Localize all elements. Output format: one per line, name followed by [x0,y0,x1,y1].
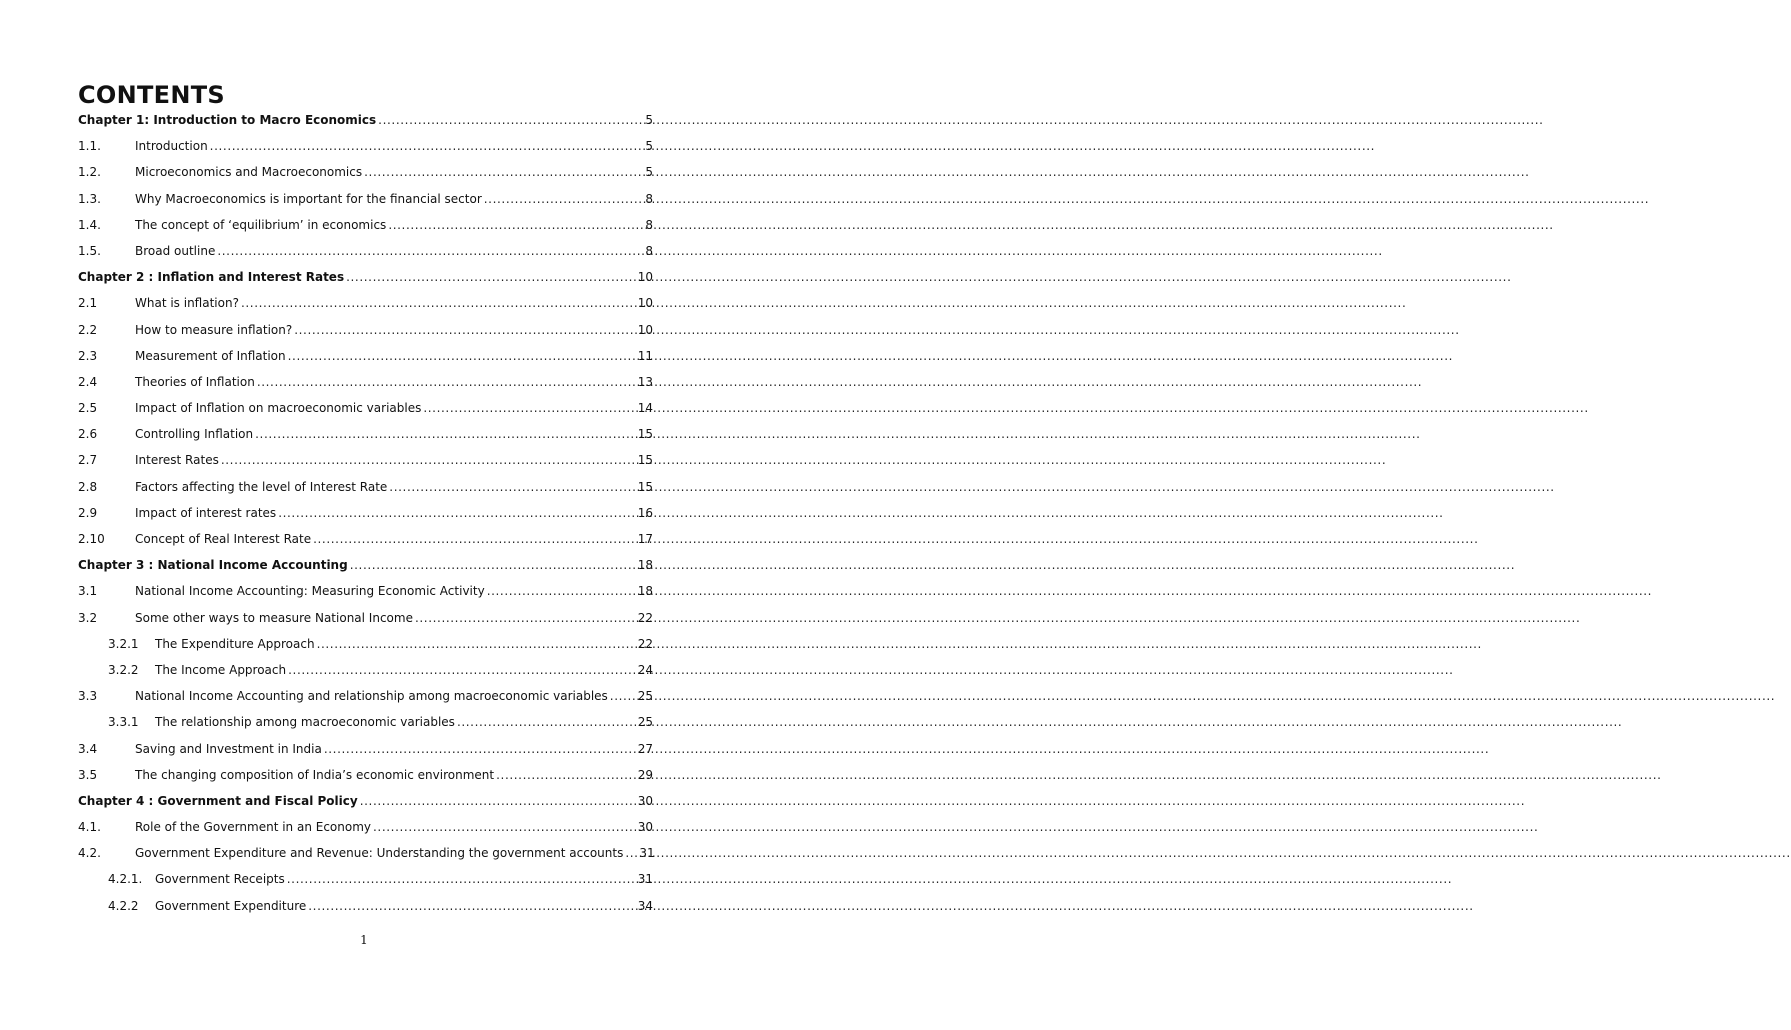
entry-title: Impact of interest rates [135,505,277,520]
entry-title: What is inflation? [135,296,239,311]
toc-entry[interactable] [78,636,653,662]
entry-number: 2.5 [78,401,98,416]
dot-leader [294,322,636,338]
entry-title: Impact of Inflation on macroeconomic variables [135,401,422,416]
toc-entry[interactable] [78,348,653,374]
entry-page-number: 27 [637,741,653,756]
entry-page-number: 8 [645,191,653,206]
dot-leader [346,269,636,285]
entry-title: Some other ways to measure National Income [135,610,413,625]
toc-entry[interactable] [78,164,653,190]
entry-number: 3.1 [78,584,98,599]
toc-entry[interactable] [78,322,653,348]
dot-leader [360,793,636,809]
entry-page-number: 25 [637,689,653,704]
entry-page-number: 11 [637,348,653,363]
entry-title: Chapter 2 : Inflation and Interest Rates [78,270,345,285]
entry-number: 3.2.2 [108,662,139,677]
dot-leader [288,662,636,678]
entry-number: 2.3 [78,348,98,363]
entry-page-number: 24 [637,662,653,677]
entry-title: Why Macroeconomics is important for the financial sector [135,191,482,206]
toc-entry[interactable] [78,662,653,688]
entry-title: Saving and Investment in India [135,741,322,756]
dot-leader [221,452,636,468]
entry-title: How to measure inflation? [135,322,293,337]
dot-leader [217,243,643,259]
toc-entry[interactable] [78,767,653,793]
toc-entry[interactable] [78,583,653,609]
entry-page-number: 14 [637,401,653,416]
toc-entry[interactable] [78,400,653,426]
dot-leader [625,845,637,861]
entry-number: 2.8 [78,479,98,494]
toc-entry[interactable] [78,138,653,164]
entry-page-number: 18 [637,584,653,599]
entry-number: 2.1 [78,296,98,311]
entry-title: The Expenditure Approach [155,636,315,651]
dot-leader [313,531,636,547]
dot-leader [255,426,636,442]
dot-leader [373,819,636,835]
toc-entry[interactable] [78,610,653,636]
entry-title: Broad outline [135,243,216,258]
entry-page-number: 5 [645,165,653,180]
entry-number: 3.2.1 [108,636,139,651]
dot-leader [210,138,644,154]
entry-number: 2.4 [78,374,98,389]
entry-page-number: 10 [637,296,653,311]
entry-number: 3.3 [78,689,98,704]
entry-number: 1.3. [78,191,101,206]
entry-page-number: 30 [637,820,653,835]
entry-title: Introduction [135,139,208,154]
dot-leader [423,400,635,416]
entry-title: The relationship among macroeconomic variables [155,715,455,730]
toc-chapter-entry[interactable] [78,269,653,295]
entry-page-number: 5 [645,113,653,127]
toc-entry[interactable] [78,217,653,243]
entry-title: Concept of Real Interest Rate [135,532,312,546]
entry-page-number: 13 [637,374,653,389]
entry-page-number: 34 [637,898,653,913]
entry-number: 1.4. [78,217,101,232]
toc-entry[interactable] [78,295,653,321]
entry-page-number: 17 [637,532,653,546]
entry-page-number: 22 [637,636,653,651]
page-title: CONTENTS [78,81,226,109]
entry-number: 3.4 [78,741,98,756]
entry-number: 2.9 [78,505,98,520]
entry-title: The changing composition of India’s economic environment [135,767,495,782]
entry-title: Government Receipts [155,872,285,887]
dot-leader [287,871,636,887]
toc-entry[interactable] [78,845,653,871]
entry-page-number: 15 [637,479,653,494]
dot-leader [457,714,636,730]
entry-number: 2.6 [78,427,98,442]
entry-page-number: 8 [645,217,653,232]
entry-number: 1.2. [78,165,101,180]
entry-title: Controlling Inflation [135,427,254,442]
entry-title: The Income Approach [155,662,287,677]
dot-leader [487,583,636,599]
entry-page-number: 30 [637,793,653,808]
entry-page-number: 5 [645,139,653,154]
toc-entry[interactable] [78,688,653,714]
entry-page-number: 10 [637,322,653,337]
entry-number: 2.7 [78,453,98,468]
toc-chapter-entry[interactable] [78,793,653,819]
toc-chapter-entry[interactable] [78,557,653,583]
entry-page-number: 8 [645,243,653,258]
entry-title: The concept of ‘equilibrium’ in economics [135,217,387,232]
entry-number: 1.5. [78,243,101,258]
entry-page-number: 15 [637,453,653,468]
entry-number: 3.2 [78,610,98,625]
dot-leader [496,767,636,783]
page-number: 1 [360,933,368,947]
entry-title: Government Expenditure [155,898,307,913]
entry-title: Government Expenditure and Revenue: Understanding the government accounts [135,846,624,861]
entry-title: Role of the Government in an Economy [135,820,371,835]
toc-entry[interactable] [78,452,653,478]
toc-entry[interactable] [78,714,653,740]
toc-entry[interactable] [78,191,653,217]
dot-leader [257,374,636,390]
entry-number: 3.3.1 [108,715,139,730]
dot-leader [378,112,643,128]
entry-number: 4.2.1. [108,872,143,887]
toc-entry[interactable] [78,531,653,557]
entry-page-number: 15 [637,427,653,442]
entry-page-number: 31 [639,846,655,861]
entry-title: Microeconomics and Macroeconomics [135,165,363,180]
entry-number: 4.2. [78,846,101,861]
toc-entry[interactable] [78,426,653,452]
toc-entry[interactable] [78,479,653,505]
toc-entry[interactable] [78,374,653,400]
dot-leader [241,295,636,311]
toc-entry[interactable] [78,505,653,531]
entry-title: Factors affecting the level of Interest Rate [135,479,388,494]
dot-leader [317,636,636,652]
entry-number: 1.1. [78,139,101,154]
entry-number: 2.10 [78,532,105,546]
dot-leader [415,610,636,626]
entry-title: Chapter 3 : National Income Accounting [78,558,348,573]
toc-entry[interactable] [78,741,653,767]
toc-entry[interactable] [78,819,653,845]
dot-leader [388,217,643,233]
toc-entry[interactable] [78,898,653,924]
entry-title: National Income Accounting and relationship among macroeconomic variables [135,689,608,704]
dot-leader [350,557,636,573]
entry-title: Measurement of Inflation [135,348,286,363]
entry-page-number: 25 [637,715,653,730]
dot-leader [278,505,636,521]
entry-title: National Income Accounting: Measuring Economic Activity [135,584,485,599]
entry-title: Chapter 1: Introduction to Macro Economics [78,113,377,127]
entry-page-number: 29 [637,767,653,782]
entry-title: Theories of Inflation [135,374,255,389]
entry-number: 4.1. [78,820,101,835]
dot-leader [610,688,636,704]
entry-page-number: 18 [637,558,653,573]
toc-entry[interactable] [78,243,653,269]
dot-leader [484,191,644,207]
toc-list [78,112,653,924]
table-of-contents [78,80,653,924]
entry-number: 3.5 [78,767,98,782]
entry-title: Interest Rates [135,453,219,468]
dot-leader [389,479,635,495]
entry-number: 2.2 [78,322,98,337]
toc-entry[interactable] [78,871,653,897]
entry-page-number: 31 [637,872,653,887]
dot-leader [364,164,643,180]
entry-page-number: 22 [637,610,653,625]
entry-number: 4.2.2 [108,898,139,913]
dot-leader [308,898,635,914]
entry-page-number: 16 [637,505,653,520]
entry-title: Chapter 4 : Government and Fiscal Policy [78,793,358,808]
dot-leader [324,741,636,757]
dot-leader [288,348,636,364]
toc-chapter-entry[interactable] [78,112,653,138]
entry-page-number: 10 [637,270,653,285]
